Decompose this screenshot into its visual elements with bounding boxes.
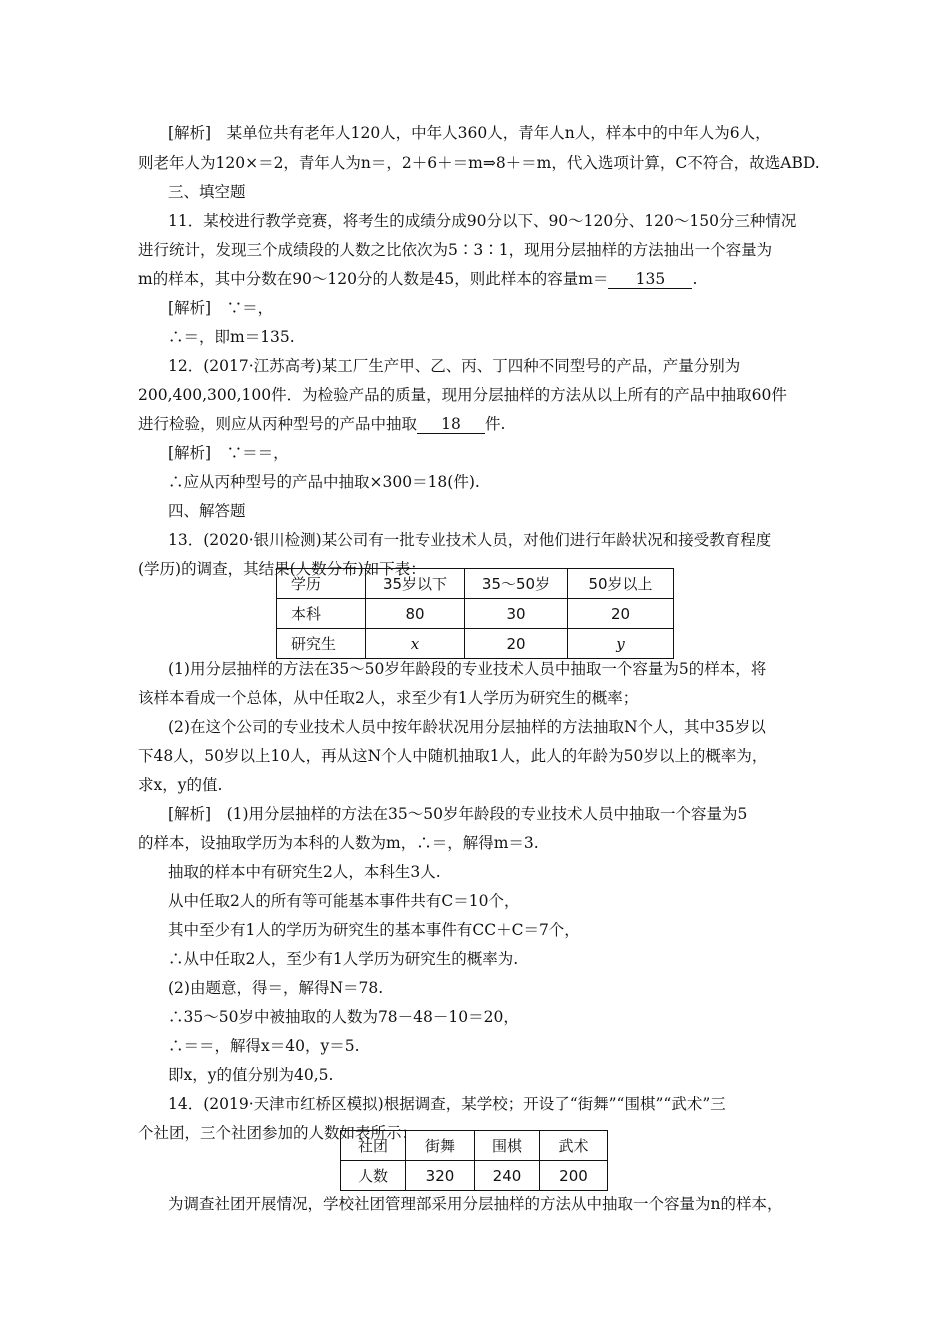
solution-line: ∴＝，即m＝135. [168, 328, 295, 346]
table-cell: 35～50岁 [465, 569, 568, 599]
table-cell: 80 [366, 599, 465, 629]
question-13-line: 13．(2020·银川检测)某公司有一批专业技术人员，对他们进行年龄状况和接受教育程度 [168, 531, 772, 549]
paragraph-line: 个社团，三个社团参加的人数如表所示： [138, 1124, 418, 1142]
question-13-part-1: (1)用分层抽样的方法在35～50岁年龄段的专业技术人员中抽取一个容量为5的样本，将 [168, 660, 767, 678]
text-segment: m的样本，其中分数在90～120分的人数是45，则此样本的容量m＝ [138, 270, 609, 288]
table-cell: 研究生 [277, 629, 366, 659]
table-cell: 20 [465, 629, 568, 659]
solution-line: 其中至少有1人的学历为研究生的基本事件有CC＋C＝7个， [168, 921, 580, 939]
section-heading-answer: 四、解答题 [168, 502, 246, 520]
solution-line: [解析] ∵＝， [168, 299, 274, 317]
paragraph-line: 为调查社团开展情况，学校社团管理部采用分层抽样的方法从中抽取一个容量为n的样本， [168, 1195, 783, 1213]
table-cell: 30 [465, 599, 568, 629]
table-cell: 围棋 [475, 1131, 540, 1161]
text-segment: . [692, 270, 698, 288]
solution-line: [解析] (1)用分层抽样的方法在35～50岁年龄段的专业技术人员中抽取一个容量为5 [168, 805, 748, 823]
paragraph-line [138, 413, 505, 435]
table-row [277, 599, 674, 629]
answer-blank: 18 [417, 415, 485, 434]
solution-line: ∴＝＝，解得x＝40，y＝5. [168, 1037, 360, 1055]
paragraph-line: (学历)的调查，其结果(人数分布)如下表： [138, 560, 426, 578]
question-14-line: 14．(2019·天津市红桥区模拟)根据调查，某学校；开设了“街舞”“围棋”“武术”三 [168, 1095, 726, 1113]
paragraph-line: 该样本看成一个总体，从中任取2人，求至少有1人学历为研究生的概率； [138, 689, 639, 707]
table-row [277, 569, 674, 599]
solution-line: ∴应从丙种型号的产品中抽取×300＝18(件). [168, 473, 480, 491]
question-11-line: 11．某校进行教学竞赛，将考生的成绩分成90分以下、90～120分、120～150分三种情况 [168, 212, 797, 230]
solution-line: ∴35～50岁中被抽取的人数为78－48－10＝20， [168, 1008, 519, 1026]
paragraph-line: 下48人，50岁以上10人，再从这N个人中随机抽取1人，此人的年龄为50岁以上的概率为， [138, 747, 768, 765]
paragraph-line: 进行统计，发现三个成绩段的人数之比依次为5∶3∶1，现用分层抽样的方法抽出一个容量为 [138, 241, 773, 259]
table-cell: 社团 [341, 1131, 406, 1161]
table-cell: y [568, 629, 674, 659]
solution-line: 的样本，设抽取学历为本科的人数为m，∴＝，解得m＝3. [138, 834, 539, 852]
table-cell: 街舞 [406, 1131, 475, 1161]
text-segment: 进行检验，则应从丙种型号的产品中抽取 [138, 415, 418, 433]
table-row [277, 629, 674, 659]
table-cell: 本科 [277, 599, 366, 629]
solution-line: 从中任取2人的所有等可能基本事件共有C＝10个， [168, 892, 520, 910]
table-cell: 50岁以上 [568, 569, 674, 599]
solution-line: ∴从中任取2人，至少有1人学历为研究生的概率为. [168, 950, 519, 968]
club-table [340, 1130, 608, 1191]
table-cell: 320 [406, 1161, 475, 1191]
table-cell: 20 [568, 599, 674, 629]
text-segment: 件. [485, 415, 506, 433]
table-row [341, 1131, 608, 1161]
table-cell: 人数 [341, 1161, 406, 1191]
paragraph-line: 则老年人为120×＝2，青年人为n＝，2＋6＋＝m⇒8＋＝m，代入选项计算，C不符合，故选ABD. [138, 154, 820, 172]
table-cell: 学历 [277, 569, 366, 599]
section-heading-fill-in: 三、填空题 [168, 183, 246, 201]
paragraph-line: 200,400,300,100件．为检验产品的质量，现用分层抽样的方法从以上所有的产品中抽取60件 [138, 386, 787, 404]
question-13-part-2: (2)在这个公司的专业技术人员中按年龄状况用分层抽样的方法抽取N个人，其中35岁以 [168, 718, 766, 736]
answer-blank: 135 [608, 270, 692, 289]
solution-line: 抽取的样本中有研究生2人，本科生3人. [168, 863, 441, 881]
table-cell: 240 [475, 1161, 540, 1191]
paragraph-line: [解析] 某单位共有老年人120人，中年人360人，青年人n人，样本中的中年人为6人， [168, 124, 771, 142]
question-12-line: 12．(2017·江苏高考)某工厂生产甲、乙、丙、丁四种不同型号的产品，产量分别为 [168, 357, 741, 375]
paragraph-line [138, 268, 697, 290]
table-cell: 200 [540, 1161, 608, 1191]
table-row [341, 1161, 608, 1191]
table-cell: 35岁以下 [366, 569, 465, 599]
solution-line: 即x，y的值分别为40,5. [168, 1066, 334, 1084]
table-cell: 武术 [540, 1131, 608, 1161]
table-cell: x [366, 629, 465, 659]
education-table [276, 568, 674, 659]
solution-line: [解析] ∵＝＝， [168, 444, 289, 462]
solution-line: (2)由题意，得＝，解得N＝78. [168, 979, 384, 997]
paragraph-line: 求x，y的值. [138, 776, 223, 794]
